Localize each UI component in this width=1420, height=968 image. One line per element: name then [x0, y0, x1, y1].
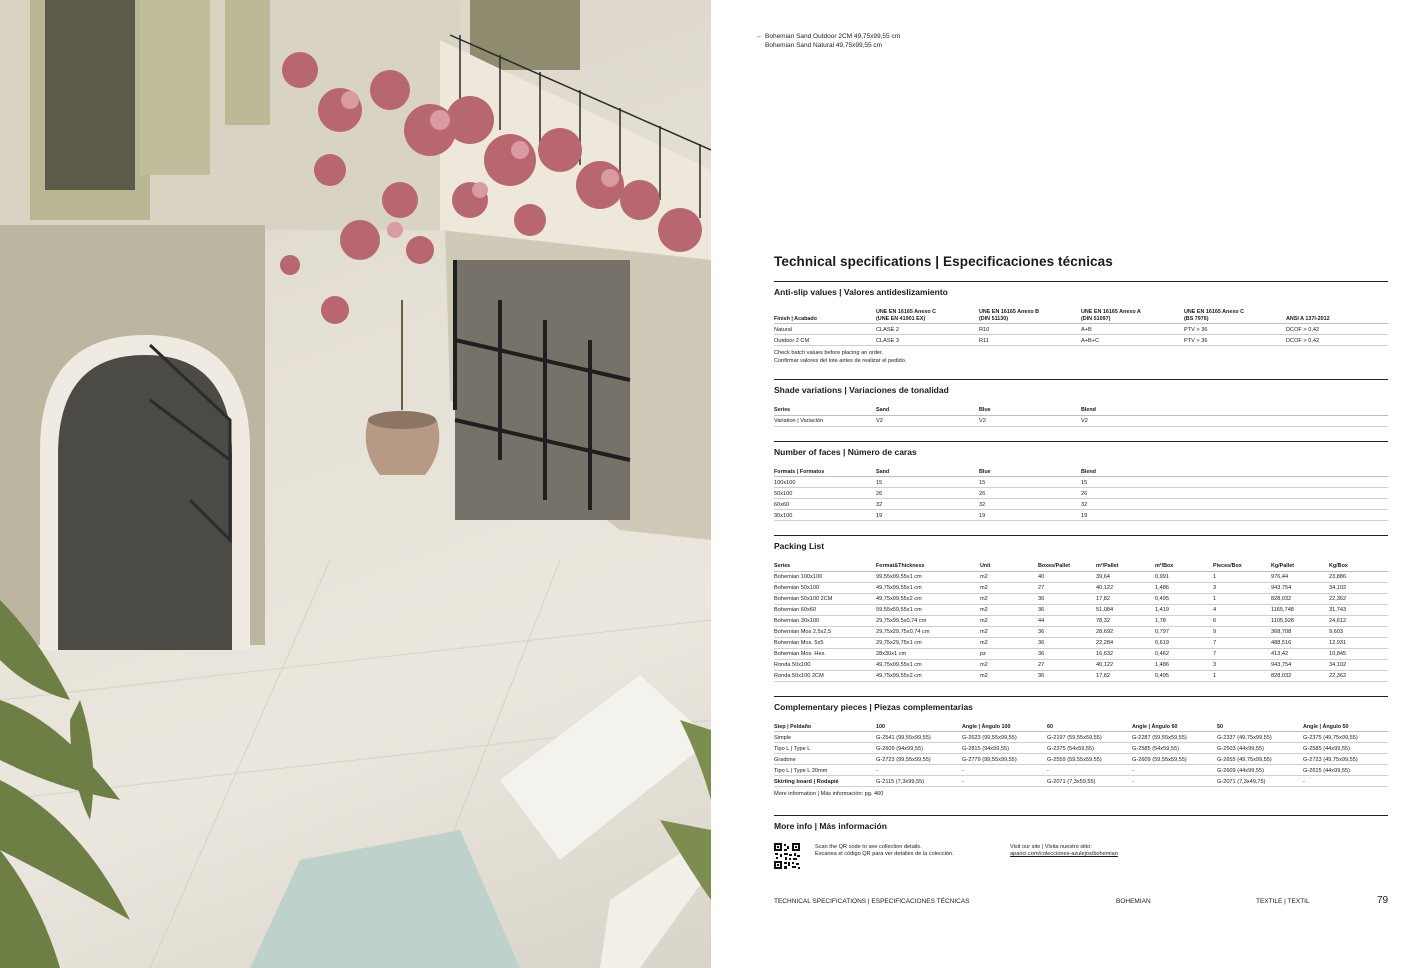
table-cell: 22,362: [1329, 593, 1388, 604]
table-cell: 488,516: [1271, 637, 1329, 648]
faces-header: Formats | Formatos: [774, 469, 876, 477]
table-cell: Bohemian Mos 2,5x2,5: [774, 626, 876, 637]
table-cell: 78,32: [1096, 615, 1155, 626]
packing-header: Format&Thickness: [876, 563, 980, 571]
table-cell: Simple: [774, 732, 876, 743]
table-cell: 943,754: [1271, 659, 1329, 670]
table-row: [774, 582, 1388, 593]
table-cell: 31,743: [1329, 604, 1388, 615]
table-cell: PTV > 36: [1184, 335, 1286, 346]
table-cell: 17,82: [1096, 670, 1155, 681]
table-cell: V2: [876, 415, 979, 426]
moreinfo-title: More info | Más información: [774, 820, 887, 831]
table-cell: m2: [980, 582, 1038, 593]
table-cell: 3: [1213, 582, 1271, 593]
table-cell: G-2609 (44x99,55): [1217, 765, 1303, 776]
table-cell: G-2541 (99,55x99,55): [876, 732, 962, 743]
packing-header: m²/Box: [1155, 563, 1213, 571]
complementary-section: [774, 702, 1388, 816]
table-cell: 7: [1213, 637, 1271, 648]
table-cell: G-2337 (49,75x99,55): [1217, 732, 1303, 743]
complementary-header: Angle | Ángulo 60: [1132, 724, 1217, 732]
table-cell: 29,75x99,5x0,74 cm: [876, 615, 980, 626]
table-row: [774, 659, 1388, 670]
table-cell: m2: [980, 593, 1038, 604]
packing-header: Series: [774, 563, 876, 571]
table-cell: G-2071 (7,3x49,75): [1217, 776, 1303, 787]
table-cell: DCOF > 0,42: [1286, 324, 1388, 335]
table-cell: 22,362: [1329, 670, 1388, 681]
table-cell: 36: [1038, 670, 1096, 681]
antislip-header: UNE EN 16165 Anexo B (DIN 51130): [979, 309, 1081, 324]
complementary-header: Angle | Ángulo 50: [1303, 724, 1388, 732]
complementary-title: Complementary pieces | Piezas complementarias: [774, 701, 973, 712]
footer-section-label: TECHNICAL SPECIFICATIONS | ESPECIFICACIONES TÉCNICAS: [774, 898, 970, 905]
table-cell: 1,78: [1155, 615, 1213, 626]
website-label: Visit our site | Visita nuestro sitio:: [1010, 843, 1092, 850]
complementary-header: Angle | Ángulo 100: [962, 724, 1047, 732]
table-cell: 22,284: [1096, 637, 1155, 648]
table-cell: 49,75x99,55x2 cm: [876, 670, 980, 681]
faces-header: Blue: [979, 469, 1081, 477]
caption-line-2: Bohemian Sand Natural 49,75x99,55 cm: [765, 42, 883, 49]
table-cell: G-2615 (44x99,55): [1303, 765, 1388, 776]
table-cell: -: [962, 765, 1047, 776]
table-cell: 27: [1038, 659, 1096, 670]
table-cell: 1105,928: [1271, 615, 1329, 626]
table-cell: Ronda 50x100 2CM: [774, 670, 876, 681]
qr-instructions-en: Scan the QR code to see collection details.: [815, 843, 922, 850]
table-cell: 9,603: [1329, 626, 1388, 637]
table-cell: G-2287 (59,55x59,55): [1132, 732, 1217, 743]
table-cell: G-2071 (7,3x59,55): [1047, 776, 1132, 787]
batch-note-es: Confirmar valores del lote antes de realizar el pedido.: [774, 357, 907, 364]
table-row: 100x100 15 15 15: [774, 477, 1388, 488]
table-cell: 0,495: [1155, 670, 1213, 681]
table-cell: Bohemian 50x100 2CM: [774, 593, 876, 604]
table-cell: Bohemian 100x100: [774, 571, 876, 582]
antislip-section: [774, 287, 1388, 380]
table-cell: 34,102: [1329, 659, 1388, 670]
table-cell: 9: [1213, 626, 1271, 637]
caption-line-1: Bohemian Sand Outdoor 2CM 49,75x99,55 cm: [765, 33, 901, 40]
table-cell: 0,797: [1155, 626, 1213, 637]
shade-header: Sand: [876, 407, 979, 415]
table-cell: Tipo L | Type L 20mm: [774, 765, 876, 776]
shade-header: Blend: [1081, 407, 1184, 415]
table-cell: 7: [1213, 648, 1271, 659]
antislip-header: UNE EN 16165 Anexo C (BS 7976): [1184, 309, 1286, 324]
table-cell: V2: [1081, 415, 1184, 426]
table-row: [774, 335, 1388, 346]
packing-header: Pieces/Box: [1213, 563, 1271, 571]
table-cell: 976,44: [1271, 571, 1329, 582]
table-cell: G-2115 (7,3x99,55): [876, 776, 962, 787]
page-number: 79: [1377, 895, 1389, 906]
table-cell: -: [962, 776, 1047, 787]
table-cell: Natural: [774, 324, 876, 335]
website-info: [1010, 844, 1118, 859]
table-cell: 413,42: [1271, 648, 1329, 659]
table-cell: A+B: [1081, 324, 1184, 335]
shade-table: [774, 407, 1388, 427]
qr-instructions: [815, 844, 954, 859]
table-cell: 49,75x99,55x1 cm: [876, 659, 980, 670]
table-cell: G-2375 (49,75x99,55): [1303, 732, 1388, 743]
table-row: 50x100 26 26 26: [774, 488, 1388, 499]
table-cell: G-2609 (59,55x59,55): [1132, 754, 1217, 765]
table-cell: Ronda 50x100: [774, 659, 876, 670]
table-cell: 44: [1038, 615, 1096, 626]
table-cell: 368,708: [1271, 626, 1329, 637]
table-row: [774, 593, 1388, 604]
table-cell: G-2723 (99,55x99,55): [876, 754, 962, 765]
table-cell: G-2623 (99,55x99,55): [962, 732, 1047, 743]
antislip-title: Anti-slip values | Valores antideslizamiento: [774, 287, 948, 297]
table-cell: 39,64: [1096, 571, 1155, 582]
table-cell: 36: [1038, 604, 1096, 615]
table-row: [774, 604, 1388, 615]
table-cell: m2: [980, 659, 1038, 670]
antislip-header: Finish | Acabado: [774, 309, 876, 324]
table-cell: m2: [980, 604, 1038, 615]
website-link[interactable]: aparici.com/colecciones-azulejos/bohemian: [1010, 851, 1118, 857]
table-cell: m2: [980, 571, 1038, 582]
packing-header: m²/Pallet: [1096, 563, 1155, 571]
table-row: 60x60 32 32 32: [774, 499, 1388, 510]
footer-collection-label: BOHEMIAN: [1116, 898, 1151, 905]
complementary-header: Step | Peldaño: [774, 724, 876, 732]
shade-header: [1286, 407, 1388, 415]
table-cell: pz: [980, 648, 1038, 659]
table-cell: Bohemian Mos. 5x5: [774, 637, 876, 648]
table-row: [774, 732, 1388, 743]
table-cell: 12,931: [1329, 637, 1388, 648]
packing-title: Packing List: [774, 541, 825, 551]
batch-note: [774, 350, 1388, 365]
faces-header: Sand: [876, 469, 979, 477]
table-cell: V2: [979, 415, 1081, 426]
table-row: [774, 670, 1388, 681]
table-cell: -: [876, 765, 962, 776]
table-cell: 40,122: [1096, 659, 1155, 670]
packing-section: [774, 541, 1388, 697]
photo-caption: [756, 32, 901, 50]
complementary-header: 100: [876, 724, 962, 732]
table-cell: PTV > 36: [1184, 324, 1286, 335]
shade-header: [1184, 407, 1286, 415]
complementary-table: [774, 724, 1388, 788]
table-cell: 40: [1038, 571, 1096, 582]
table-cell: m2: [980, 626, 1038, 637]
packing-header: Unit: [980, 563, 1038, 571]
table-row: [774, 754, 1388, 765]
table-cell: 36: [1038, 626, 1096, 637]
table-row: [774, 415, 1388, 426]
table-cell: 0,462: [1155, 648, 1213, 659]
table-cell: G-2585 (54x59,55): [1132, 743, 1217, 754]
table-cell: 36: [1038, 593, 1096, 604]
table-cell: 40,122: [1096, 582, 1155, 593]
table-cell: Tipo L | Type L: [774, 743, 876, 754]
table-cell: -: [1132, 765, 1217, 776]
table-cell: 28,692: [1096, 626, 1155, 637]
table-cell: 1: [1213, 571, 1271, 582]
table-row: 30x100 19 19 19: [774, 510, 1388, 521]
table-cell: -: [1132, 776, 1217, 787]
packing-header: Boxes/Pallet: [1038, 563, 1096, 571]
table-cell: 27: [1038, 582, 1096, 593]
table-cell: 16,632: [1096, 648, 1155, 659]
table-cell: m2: [980, 615, 1038, 626]
shade-section: [774, 385, 1388, 442]
packing-table: [774, 563, 1388, 682]
more-information-note: More information | Más información: pg. 460: [774, 791, 884, 797]
antislip-header: UNE EN 16165 Anexo C (UNE EN 41901 EX): [876, 309, 979, 324]
table-cell: [1286, 415, 1388, 426]
table-cell: CLASE 2: [876, 324, 979, 335]
table-cell: Skirting board | Rodapié: [774, 776, 876, 787]
table-cell: R10: [979, 324, 1081, 335]
table-cell: 4: [1213, 604, 1271, 615]
table-cell: Variation | Variación: [774, 415, 876, 426]
faces-header: Blend: [1081, 469, 1184, 477]
table-row: [774, 765, 1388, 776]
qr-code-icon[interactable]: [774, 843, 800, 869]
specifications-content: [774, 254, 1388, 883]
faces-title: Number of faces | Número de caras: [774, 446, 917, 457]
table-cell: G-2585 (44x99,55): [1303, 743, 1388, 754]
faces-table: [774, 469, 1388, 522]
packing-header: Kg/Pallet: [1271, 563, 1329, 571]
table-cell: Gradone: [774, 754, 876, 765]
page-title: Technical specifications | Especificaciones técnicas: [774, 254, 1388, 282]
packing-header: Kg/Box: [1329, 563, 1388, 571]
table-cell: 29,75x29,75x0,74 cm: [876, 626, 980, 637]
table-row: [774, 571, 1388, 582]
table-cell: 49,75x99,55x2 cm: [876, 593, 980, 604]
batch-note-en: Check batch values before placing an order.: [774, 350, 884, 356]
table-cell: 1,486: [1155, 582, 1213, 593]
table-cell: 24,612: [1329, 615, 1388, 626]
table-cell: G-2815 (94x99,55): [962, 743, 1047, 754]
table-cell: CLASE 3: [876, 335, 979, 346]
moreinfo-section: [774, 821, 1388, 883]
shade-header: Blue: [979, 407, 1081, 415]
table-cell: 1: [1213, 593, 1271, 604]
table-cell: 0,991: [1155, 571, 1213, 582]
table-cell: 59,55x59,55x1 cm: [876, 604, 980, 615]
table-cell: 1165,748: [1271, 604, 1329, 615]
table-cell: 1,486: [1155, 659, 1213, 670]
footer-category-label: TEXTILE | TEXTIL: [1256, 898, 1310, 905]
table-cell: -: [1047, 765, 1132, 776]
table-cell: R11: [979, 335, 1081, 346]
table-cell: DCOF > 0,42: [1286, 335, 1388, 346]
table-cell: 1,419: [1155, 604, 1213, 615]
shade-header: Series: [774, 407, 876, 415]
table-cell: 17,82: [1096, 593, 1155, 604]
table-cell: G-2559 (59,55x59,55): [1047, 754, 1132, 765]
table-cell: Bohemian 30x100: [774, 615, 876, 626]
table-row: [774, 615, 1388, 626]
table-row: [774, 776, 1388, 787]
table-cell: 23,886: [1329, 571, 1388, 582]
table-cell: 51,084: [1096, 604, 1155, 615]
table-cell: G-2197 (59,55x59,55): [1047, 732, 1132, 743]
table-cell: 6: [1213, 615, 1271, 626]
table-cell: Outdoor 2 CM: [774, 335, 876, 346]
table-cell: 99,55x99,55x1 cm: [876, 571, 980, 582]
table-cell: G-2779 (99,55x99,55): [962, 754, 1047, 765]
complementary-header: 60: [1047, 724, 1132, 732]
table-cell: G-2655 (49,75x99,55): [1217, 754, 1303, 765]
table-cell: 943,754: [1271, 582, 1329, 593]
table-cell: G-2609 (94x99,55): [876, 743, 962, 754]
table-cell: 828,032: [1271, 670, 1329, 681]
table-cell: A+B+C: [1081, 335, 1184, 346]
table-cell: 28x30x1 cm: [876, 648, 980, 659]
table-cell: m2: [980, 637, 1038, 648]
antislip-table: [774, 309, 1388, 346]
faces-section: [774, 447, 1388, 537]
table-cell: Bohemian 50x100: [774, 582, 876, 593]
table-row: [774, 637, 1388, 648]
spec-page: [711, 0, 1420, 968]
table-cell: 36: [1038, 648, 1096, 659]
table-cell: G-2723 (49,75x99,55): [1303, 754, 1388, 765]
table-cell: 10,845: [1329, 648, 1388, 659]
antislip-header: UNE EN 16165 Anexo A (DIN 51097): [1081, 309, 1184, 324]
faces-header: [1184, 469, 1286, 477]
table-cell: 828,032: [1271, 593, 1329, 604]
table-row: [774, 626, 1388, 637]
table-cell: 3: [1213, 659, 1271, 670]
table-cell: G-2375 (54x59,55): [1047, 743, 1132, 754]
shade-title: Shade variations | Variaciones de tonalidad: [774, 385, 949, 395]
arrow-left-icon: ←: [756, 33, 763, 40]
complementary-header: 50: [1217, 724, 1303, 732]
table-row: [774, 743, 1388, 754]
table-row: [774, 648, 1388, 659]
table-cell: Bohemian Mos. Hex.: [774, 648, 876, 659]
table-cell: 34,102: [1329, 582, 1388, 593]
faces-header: [1286, 469, 1388, 477]
table-cell: m2: [980, 670, 1038, 681]
table-cell: G-2503 (44x99,55): [1217, 743, 1303, 754]
table-cell: [1184, 415, 1286, 426]
qr-instructions-es: Escanea el código QR para ver detalles de la colección.: [815, 851, 954, 857]
table-cell: 0,619: [1155, 637, 1213, 648]
table-cell: -: [1303, 776, 1388, 787]
table-cell: 29,75x29,75x1 cm: [876, 637, 980, 648]
table-cell: 49,75x99,55x1 cm: [876, 582, 980, 593]
table-cell: Bohemian 60x60: [774, 604, 876, 615]
table-cell: 1: [1213, 670, 1271, 681]
table-cell: 0,495: [1155, 593, 1213, 604]
antislip-header: ANSI A 137I-2012: [1286, 309, 1388, 324]
table-row: [774, 324, 1388, 335]
table-cell: 36: [1038, 637, 1096, 648]
